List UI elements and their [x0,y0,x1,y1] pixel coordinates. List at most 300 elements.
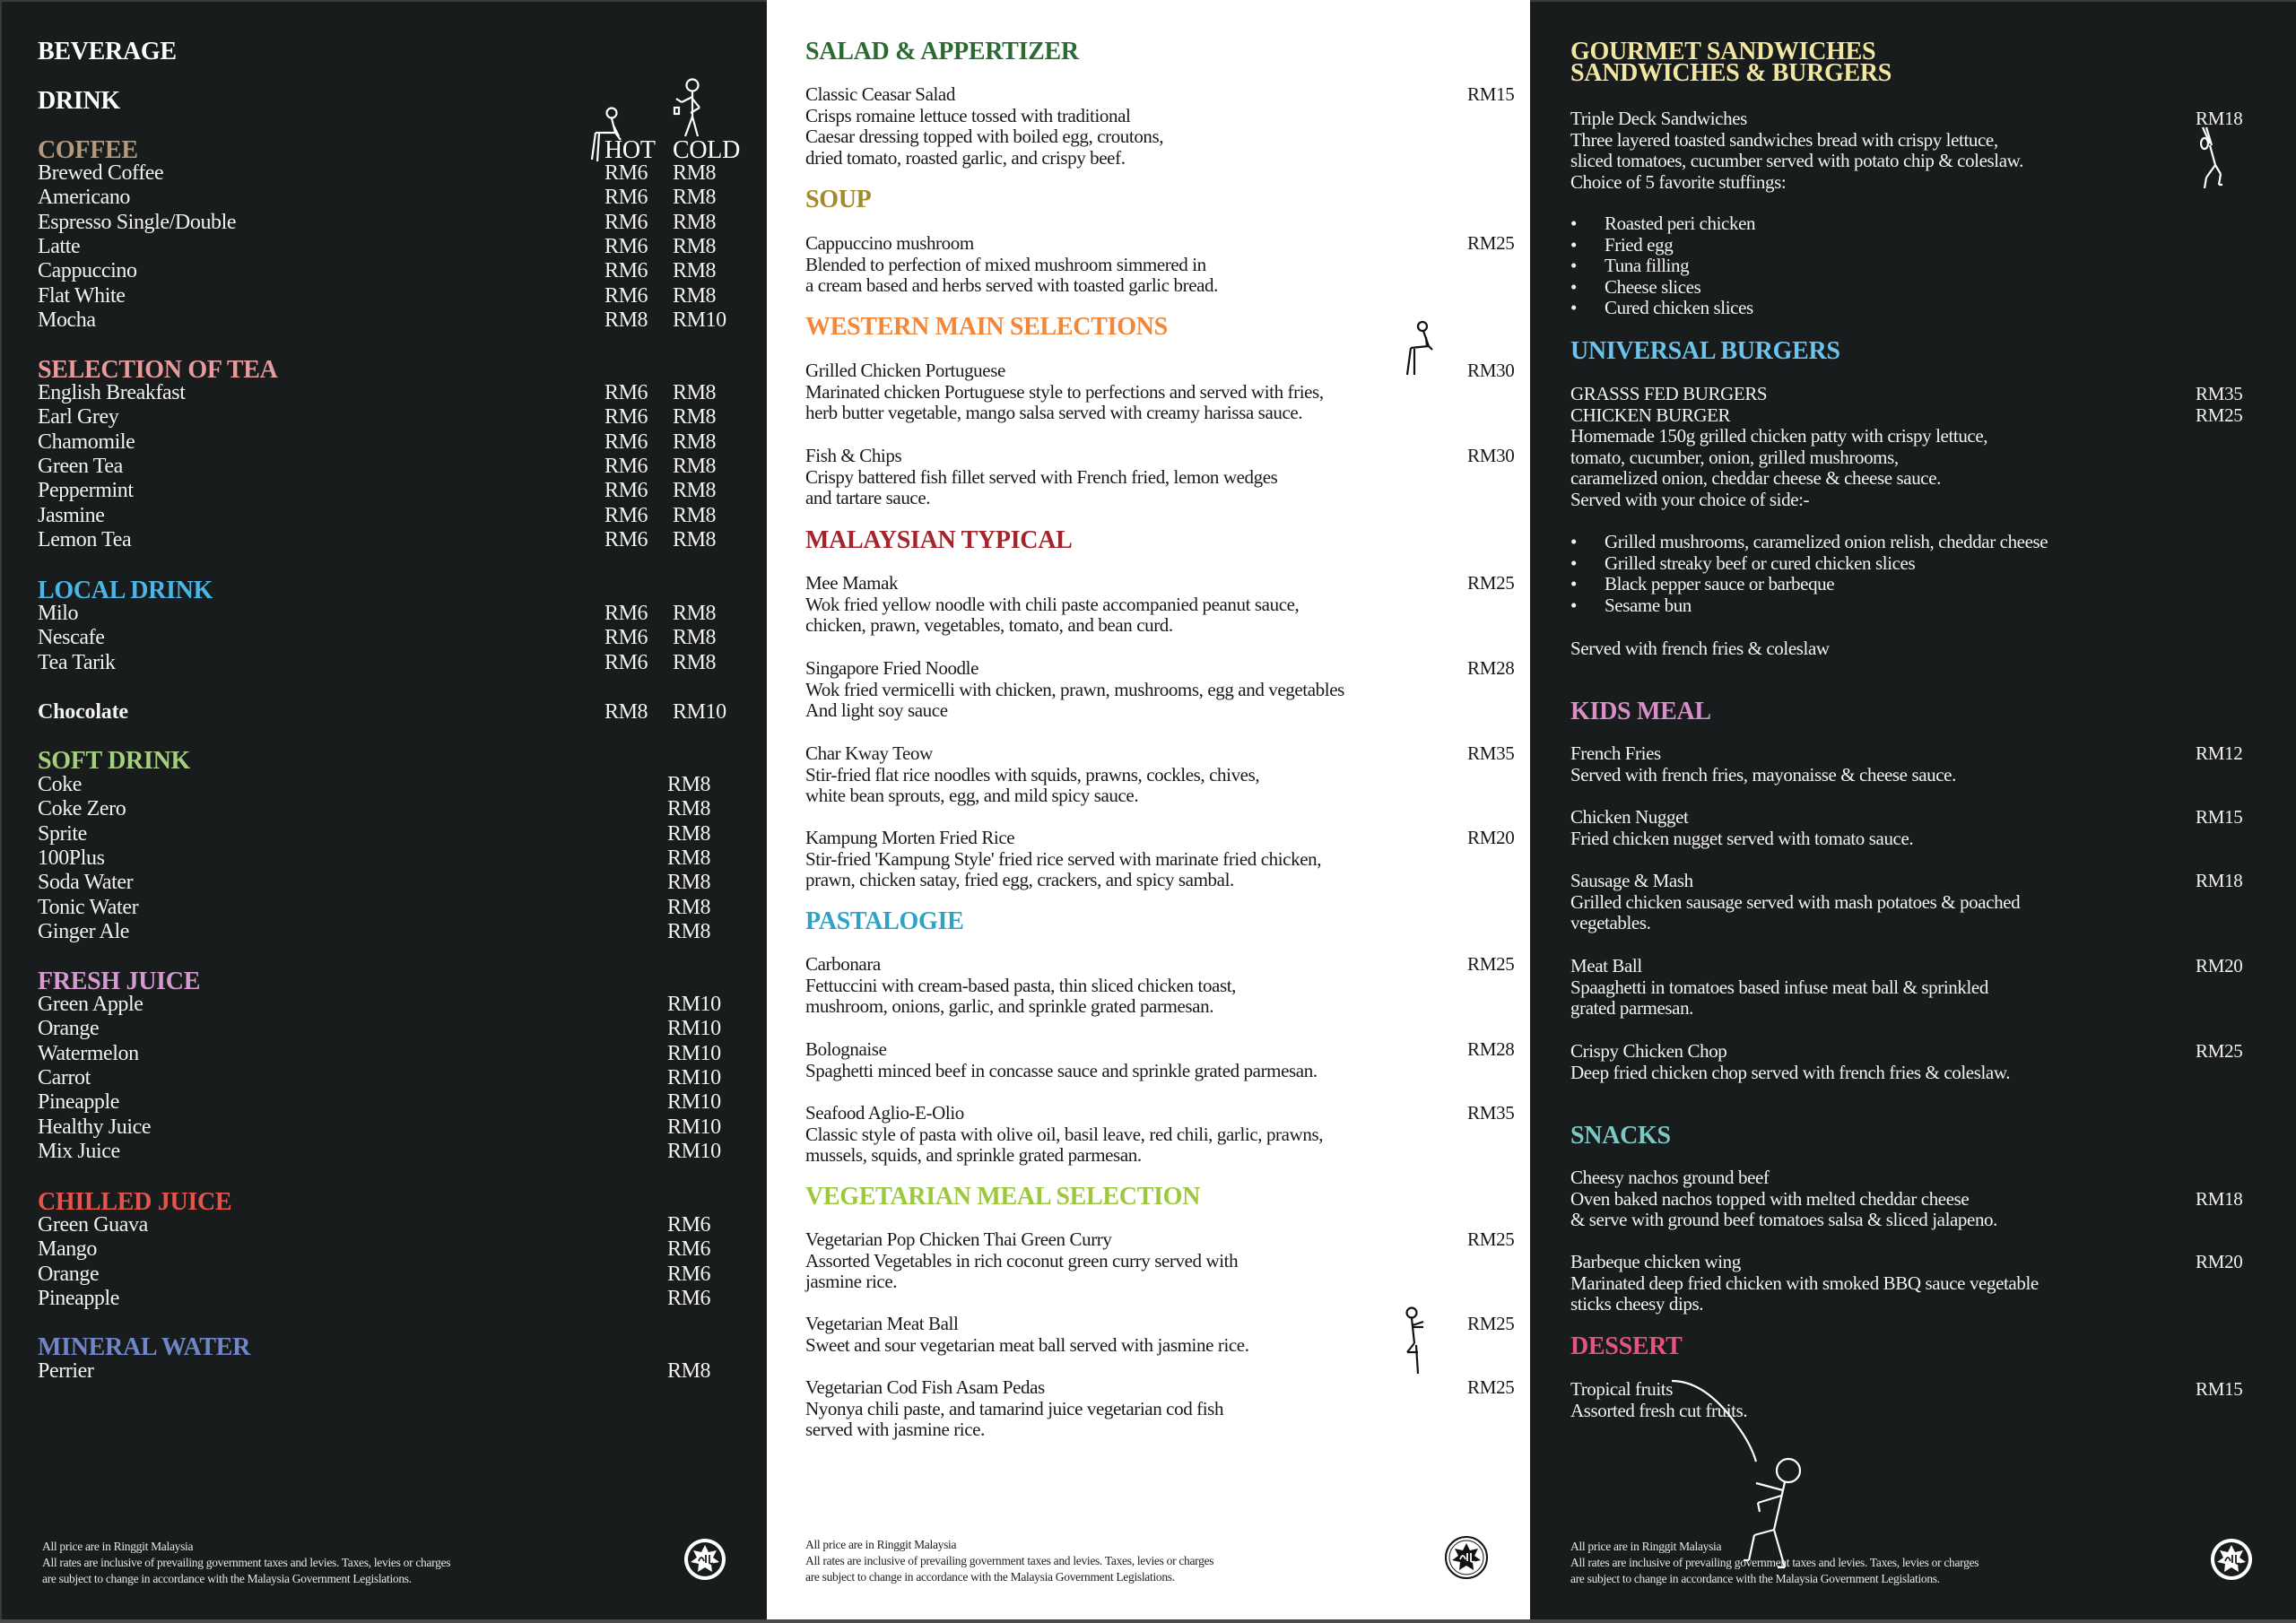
bullet-icon: • [1570,594,1577,616]
item-price: RM18 [2196,1187,2243,1210]
hot-price: RM6 [604,210,648,234]
beverage-title: BEVERAGE [38,38,177,65]
item-price: RM10 [667,1139,721,1163]
coffee-title: COFFEE [38,136,138,164]
item-price: RM15 [2196,806,2243,828]
cold-price: RM8 [673,650,717,674]
cold-price: RM8 [673,405,717,430]
burger-desc-line: Served with your choice of side:- [1570,488,1810,510]
menu-row-100plus [38,846,737,871]
bullet-icon: • [1570,213,1577,234]
sandwiches-title-line-2: SANDWICHES & BURGERS [1570,59,1892,87]
bullet-icon: • [1570,573,1577,595]
item-name: Orange [38,1017,100,1041]
item-desc-line: Three layered toasted sandwiches bread with crispy lettuce, [1570,128,1998,151]
item-desc-line: Spaaghetti in tomatoes based infuse meat ball & sprinkled [1570,976,1988,998]
item-desc-line: Blended to perfection of mixed mushroom simmered in [805,253,1206,275]
menu-item-crispy-chicken-chop [1570,1041,2270,1083]
item-desc-line: a cream based and herbs served with toasted garlic bread. [805,274,1218,297]
item-name: Grilled Chicken Portuguese [805,360,1005,381]
hot-price: RM6 [604,161,648,185]
item-name: Green Apple [38,993,144,1016]
menu-row-soda-water [38,871,737,895]
item-name: Pineapple [38,1090,120,1115]
menu-row-pineapple [38,1287,737,1311]
item-name: Mango [38,1237,97,1262]
served-with-note: Served with french fries & coleslaw [1570,638,1830,659]
footer-note [805,1537,1213,1585]
menu-row-brewed-coffee [38,161,737,186]
item-name: Tropical fruits [1570,1378,1673,1400]
menu-row-orange [38,1263,737,1287]
item-price: RM8 [667,1359,711,1383]
item-name: Tonic Water [38,895,139,919]
item-price: RM10 [667,1065,721,1089]
menu-item-grilled-chicken-portuguese [805,360,1515,424]
menu-row-nescafe [38,626,737,650]
footer-note [42,1539,450,1587]
hot-price: RM6 [604,602,648,625]
item-desc-line: Stir-fried flat rice noodles with squids, prawns, cockles, chives, [805,763,1260,785]
menu-row-lemon-tea [38,528,737,552]
item-name: Seafood Aglio-E-Olio [805,1102,964,1124]
item-price: RM8 [667,919,711,943]
cold-price: RM8 [673,626,717,650]
item-name: Latte [38,234,81,258]
item-price: RM6 [667,1237,711,1262]
item-price: RM35 [2196,383,2243,404]
menu-row-cappuccino [38,259,737,283]
menu-row-carrot [38,1066,737,1090]
pasta-header [805,909,963,934]
item-name: Tea Tarik [38,650,116,674]
item-name: Vegetarian Pop Chicken Thai Green Curry [805,1228,1112,1250]
menu-item-chicken-burger [1570,405,2270,427]
menu-item-vegetarian-meat-ball [805,1313,1515,1356]
item-name: Nescafe [38,626,105,650]
footer-line-1: All price are in Ringgit Malaysia [805,1538,957,1551]
menu-item-carbonara [805,953,1515,1018]
menu-row-jasmine [38,504,737,528]
sitting-stickman-icon [1405,319,1441,391]
hot-price: RM6 [604,454,648,478]
food-panel [767,0,1530,1619]
item-name: Jasmine [38,503,105,527]
climbing-stickman-icon [1404,1306,1434,1377]
item-desc-line: Served with french fries, mayonaisse & cheese sauce. [1570,763,1956,785]
item-name: 100Plus [38,846,105,870]
item-desc-line: chicken, prawn, vegetables, tomato, and bean curd. [805,614,1173,637]
item-price: RM12 [2196,742,2243,764]
item-price: RM18 [2196,870,2243,891]
item-name: Kampung Morten Fried Rice [805,827,1015,848]
menu-row-flat-white [38,284,737,308]
bullet-item [1570,213,2252,237]
item-name: Mix Juice [38,1139,120,1163]
coffee-header [38,138,138,163]
menu-row-earl-grey [38,405,737,430]
item-price: RM6 [667,1286,711,1310]
burgers-title: UNIVERSAL BURGERS [1570,337,1840,365]
item-name: Crispy Chicken Chop [1570,1040,1727,1062]
menu-row-mix-juice [38,1140,737,1164]
item-name: Coke Zero [38,797,126,821]
pasta-title: PASTALOGIE [805,907,964,935]
item-name: Orange [38,1262,100,1286]
item-name: Meat Ball [1570,955,1642,976]
chilled-juice-header [38,1190,231,1215]
item-desc-line: Deep fried chicken chop served with french fries & coleslaw. [1570,1061,2011,1083]
item-price: RM20 [2196,1251,2243,1272]
menu-item-kampung-morten-fried-rice [805,827,1515,891]
soup-header [805,187,871,213]
cold-price: RM10 [673,700,726,724]
bullet-label: Cheese slices [1605,275,1701,298]
menu-item-fish-chips [805,445,1515,509]
item-name: Fish & Chips [805,445,902,466]
item-price: RM8 [667,846,711,870]
menu-row-green-apple [38,993,737,1017]
cold-price: RM8 [673,479,717,503]
item-desc-line: Sweet and sour vegetarian meat ball served with jasmine rice. [805,1333,1249,1356]
item-price: RM25 [1467,1313,1515,1334]
soup-title: SOUP [805,186,872,213]
item-desc-line: Crispy battered fish fillet served with French fried, lemon wedges [805,465,1278,488]
bullet-item [1570,595,2252,619]
menu-row-english-breakfast [38,381,737,405]
cold-price: RM8 [673,161,717,185]
item-price: RM8 [667,821,711,846]
item-price: RM8 [667,895,711,919]
item-name: French Fries [1570,742,1661,764]
hot-price: RM6 [604,381,648,404]
burger-desc-line: tomato, cucumber, onion, grilled mushrooms, [1570,446,1899,468]
menu-row-chocolate [38,700,737,725]
sandwich-burger-panel [1530,0,2296,1619]
bullet-label: Sesame bun [1605,594,1692,616]
bullet-icon: • [1570,233,1577,256]
hot-price: RM6 [604,650,648,674]
menu-item-cappuccino-mushroom [805,232,1515,297]
item-desc-line: Assorted fresh cut fruits. [1570,1399,1748,1421]
menu-item-meat-ball [1570,956,2270,1020]
item-price: RM20 [2196,955,2243,976]
item-price: RM6 [667,1213,711,1237]
salad-header [805,39,1079,65]
item-name: Green Guava [38,1213,148,1237]
menu-row-coke [38,773,737,797]
hot-price: RM6 [604,503,648,527]
item-price: RM25 [2196,1040,2243,1062]
bullet-label: Grilled mushrooms, caramelized onion relish, cheddar cheese [1605,531,2048,552]
halal-logo-icon [683,1537,727,1582]
menu-row-green-tea [38,455,737,479]
burgers-header [1570,339,1840,364]
dessert-header [1570,1334,1683,1359]
item-name: Lemon Tea [38,527,132,551]
item-name: Flat White [38,283,126,308]
item-name: GRASSS FED BURGERS [1570,383,1768,404]
bullet-icon: • [1570,531,1577,552]
item-name: Mee Mamak [805,572,899,594]
item-name: Barbeque chicken wing [1570,1251,1741,1272]
menu-row-watermelon [38,1042,737,1066]
menu-item-chicken-nugget [1570,807,2270,849]
footer-line-1: All price are in Ringgit Malaysia [1570,1540,1722,1553]
item-desc-line: Crisps romaine lettuce tossed with traditional [805,104,1131,126]
menu-row-green-guava [38,1213,737,1237]
hot-price: RM6 [604,626,648,650]
halal-logo-icon [1444,1535,1489,1580]
item-desc-line: Marinated deep fried chicken with smoked BBQ sauce vegetable [1570,1271,2039,1294]
item-name: Bolognaise [805,1038,887,1060]
item-desc-line: & serve with ground beef tomatoes salsa & sliced jalapeno. [1570,1209,1997,1231]
item-name: Char Kway Teow [805,742,933,764]
item-desc-line: grated parmesan. [1570,997,1694,1020]
item-price: RM25 [1467,572,1515,594]
menu-row-coke-zero [38,797,737,821]
item-name: Chocolate [38,700,128,724]
cold-price: RM8 [673,234,717,258]
menu-row-pineapple [38,1090,737,1115]
menu-row-chamomile [38,430,737,455]
item-desc-line: sticks cheesy dips. [1570,1293,1704,1315]
item-price: RM25 [2196,404,2243,426]
bullet-icon: • [1570,297,1577,319]
item-desc-line: and tartare sauce. [805,487,931,509]
footer-line-2: All rates are inclusive of prevailing government taxes and levies. Taxes, levies or charges [42,1556,451,1569]
snacks-title: SNACKS [1570,1122,1671,1150]
snacks-header [1570,1124,1671,1149]
salad-title: SALAD & APPERTIZER [805,38,1079,65]
item-name: Carrot [38,1065,91,1089]
item-price: RM6 [667,1262,711,1286]
cold-price: RM8 [673,503,717,527]
item-desc-line: mussels, squids, and sprinkle grated parmesan. [805,1144,1142,1167]
bullet-icon: • [1570,551,1577,574]
local-drink-header [38,578,213,603]
menu-item-grasss-fed-burgers [1570,384,2270,405]
item-desc-line: Assorted Vegetables in rich coconut green curry served with [805,1249,1239,1271]
item-name: Ginger Ale [38,919,129,943]
burger-desc-line: caramelized onion, cheddar cheese & cheese sauce. [1570,467,1941,490]
local-drink-title: LOCAL DRINK [38,577,213,604]
menu-item-french-fries [1570,743,2270,785]
menu-row-tea-tarik [38,651,737,675]
item-price: RM30 [1467,445,1515,466]
sandwiches-title-line-1: GOURMET SANDWICHES [1570,38,1876,65]
menu-item-cheesy-nachos-ground-beef [1570,1167,2270,1231]
menu-row-latte [38,235,737,259]
item-name: Perrier [38,1359,94,1383]
menu-item-bolognaise [805,1038,1515,1081]
item-price: RM30 [1467,360,1515,381]
bullet-label: Grilled streaky beef or cured chicken slices [1605,551,1916,574]
menu-row-perrier [38,1359,737,1384]
chilled-juice-title: CHILLED JUICE [38,1188,232,1216]
item-name: Pineapple [38,1286,120,1310]
item-price: RM28 [1467,1038,1515,1060]
footer-line-3: are subject to change in accordance with the Malaysia Government Legislations. [42,1572,412,1585]
bullet-label: Cured chicken slices [1605,297,1753,319]
menu-row-espresso-single-double [38,211,737,235]
menu-item-triple-deck [1570,108,2252,193]
menu-row-orange [38,1017,737,1041]
item-price: RM15 [2196,1378,2243,1400]
item-desc-line: Wok fried vermicelli with chicken, prawn, mushrooms, egg and vegetables [805,678,1344,700]
item-name: Coke [38,773,83,796]
mineral-water-title: MINERAL WATER [38,1333,250,1361]
halal-logo-icon [2209,1537,2254,1582]
sandwiches-header [1570,38,1892,87]
item-name: Chamomile [38,430,135,454]
item-desc-line: Oven baked nachos topped with melted cheddar cheese [1570,1187,1970,1210]
kids-header [1570,699,1711,725]
footer-line-2: All rates are inclusive of prevailing government taxes and levies. Taxes, levies or charges [805,1554,1214,1567]
item-name: Cappuccino [38,259,137,283]
item-name: English Breakfast [38,381,186,404]
item-desc-line: herb butter vegetable, mango salsa served with creamy harissa sauce. [805,402,1303,424]
item-price: RM10 [667,1041,721,1065]
item-desc-line: Fried chicken nugget served with tomato sauce. [1570,827,1914,849]
item-price: RM25 [1467,1376,1515,1398]
malaysian-header [805,528,1073,553]
item-name: Vegetarian Meat Ball [805,1313,959,1334]
item-price: RM25 [1467,1228,1515,1250]
item-desc-line: sliced tomatoes, cucumber served with potato chip & coleslaw. [1570,150,2023,172]
item-desc-line: And light soy sauce [805,699,948,722]
menu-row-milo [38,602,737,626]
menu-row-mango [38,1237,737,1262]
item-name: Sausage & Mash [1570,870,1693,891]
footer-line-2: All rates are inclusive of prevailing government taxes and levies. Taxes, levies or charges [1570,1556,1979,1569]
hot-label: HOT [604,136,656,164]
item-name: Earl Grey [38,405,119,430]
item-desc-line: mushroom, onions, garlic, and sprinkle grated parmesan. [805,995,1214,1018]
menu-item-char-kway-teow [805,742,1515,807]
cold-price: RM8 [673,283,717,308]
tea-header [38,358,278,383]
item-price: RM15 [1467,83,1515,105]
cold-price: RM8 [673,210,717,234]
item-desc-line: Stir-fried 'Kampung Style' fried rice served with marinate fried chicken, [805,847,1322,870]
item-desc-line: served with jasmine rice. [805,1419,985,1441]
item-desc-line: Fettuccini with cream-based pasta, thin sliced chicken toast, [805,974,1237,996]
item-name: Milo [38,602,79,625]
western-header [805,315,1168,340]
menu-item-seafood-aglio-e-olio [805,1102,1515,1167]
item-name: Americano [38,186,131,210]
item-price: RM25 [1467,232,1515,254]
menu-row-americano [38,186,737,210]
western-title: WESTERN MAIN SELECTIONS [805,313,1168,341]
item-name: Triple Deck Sandwiches [1570,108,1747,129]
bullet-icon: • [1570,275,1577,298]
fresh-juice-title: FRESH JUICE [38,968,201,995]
cold-price: RM8 [673,381,717,404]
item-price: RM20 [1467,827,1515,848]
item-price: RM10 [667,993,721,1016]
cold-label: COLD [673,136,741,164]
hot-price: RM6 [604,527,648,551]
item-desc-line: Grilled chicken sausage served with mash potatoes & poached [1570,890,2021,913]
menu-item-singapore-fried-noodle [805,657,1515,722]
item-desc-line: Caesar dressing topped with boiled egg, croutons, [805,126,1164,148]
item-desc-line: Spaghetti minced beef in concasse sauce and sprinkle grated parmesan. [805,1059,1318,1081]
item-desc-line: white bean sprouts, egg, and mild spicy sauce. [805,785,1139,807]
hot-price: RM6 [604,430,648,454]
item-price: RM18 [2196,108,2243,129]
hot-price: RM6 [604,259,648,283]
footer-note [1570,1539,1979,1587]
bullet-label: Tuna filling [1605,255,1690,277]
footer-line-3: are subject to change in accordance with the Malaysia Government Legislations. [1570,1572,1940,1585]
bullet-icon: • [1570,255,1577,277]
cold-price: RM8 [673,602,717,625]
malaysian-title: MALAYSIAN TYPICAL [805,526,1073,554]
item-price: RM25 [1467,953,1515,975]
menu-row-healthy-juice [38,1115,737,1140]
standing-stickman-icon [667,77,712,140]
item-price: RM10 [667,1090,721,1115]
item-price: RM35 [1467,742,1515,764]
hanging-stickman-icon [2196,126,2231,206]
item-name: Espresso Single/Double [38,210,237,234]
footer-line-1: All price are in Ringgit Malaysia [42,1540,194,1553]
bullet-item [1570,298,2252,321]
menu-item-sausage-mash [1570,871,2270,934]
footer-line-3: are subject to change in accordance with the Malaysia Government Legislations. [805,1570,1175,1584]
bullet-label: Roasted peri chicken [1605,213,1756,234]
menu-row-tonic-water [38,896,737,920]
menu-row-ginger-ale [38,920,737,944]
kids-title: KIDS MEAL [1570,698,1711,725]
item-name: Chicken Nugget [1570,806,1689,828]
cold-price: RM8 [673,186,717,210]
dessert-title: DESSERT [1570,1332,1683,1360]
menu-item-vegetarian-pop-chicken-thai-green-curry [805,1228,1515,1293]
cold-price: RM8 [673,454,717,478]
mineral-water-header [38,1335,250,1360]
item-desc-line: Nyonya chili paste, and tamarind juice vegetarian cod fish [805,1397,1224,1419]
menu-item-mee-mamak [805,572,1515,637]
item-price: RM8 [667,797,711,821]
item-name: CHICKEN BURGER [1570,404,1731,426]
item-price: RM10 [667,1017,721,1041]
fresh-juice-header [38,969,200,994]
item-price: RM28 [1467,657,1515,679]
hot-price: RM8 [604,700,648,724]
hot-price: RM6 [604,283,648,308]
vegetarian-header [805,1185,1200,1210]
burger-desc-line: Homemade 150g grilled chicken patty with crispy lettuce, [1570,425,1988,447]
hot-price: RM6 [604,234,648,258]
item-price: RM35 [1467,1102,1515,1124]
hot-price: RM8 [604,308,648,332]
item-name: Vegetarian Cod Fish Asam Pedas [805,1376,1045,1398]
cold-price: RM10 [673,308,726,332]
item-name: Carbonara [805,953,881,975]
menu-item-classic-ceasar-salad [805,83,1515,169]
item-name: Peppermint [38,479,134,503]
hot-price: RM6 [604,186,648,210]
drink-title: DRINK [38,87,120,115]
item-name: Classic Ceasar Salad [805,83,955,105]
item-desc-line: dried tomato, roasted garlic, and crispy beef. [805,146,1126,169]
menu-row-peppermint [38,479,737,503]
soft-drink-title: SOFT DRINK [38,747,190,775]
item-name: Watermelon [38,1041,139,1065]
